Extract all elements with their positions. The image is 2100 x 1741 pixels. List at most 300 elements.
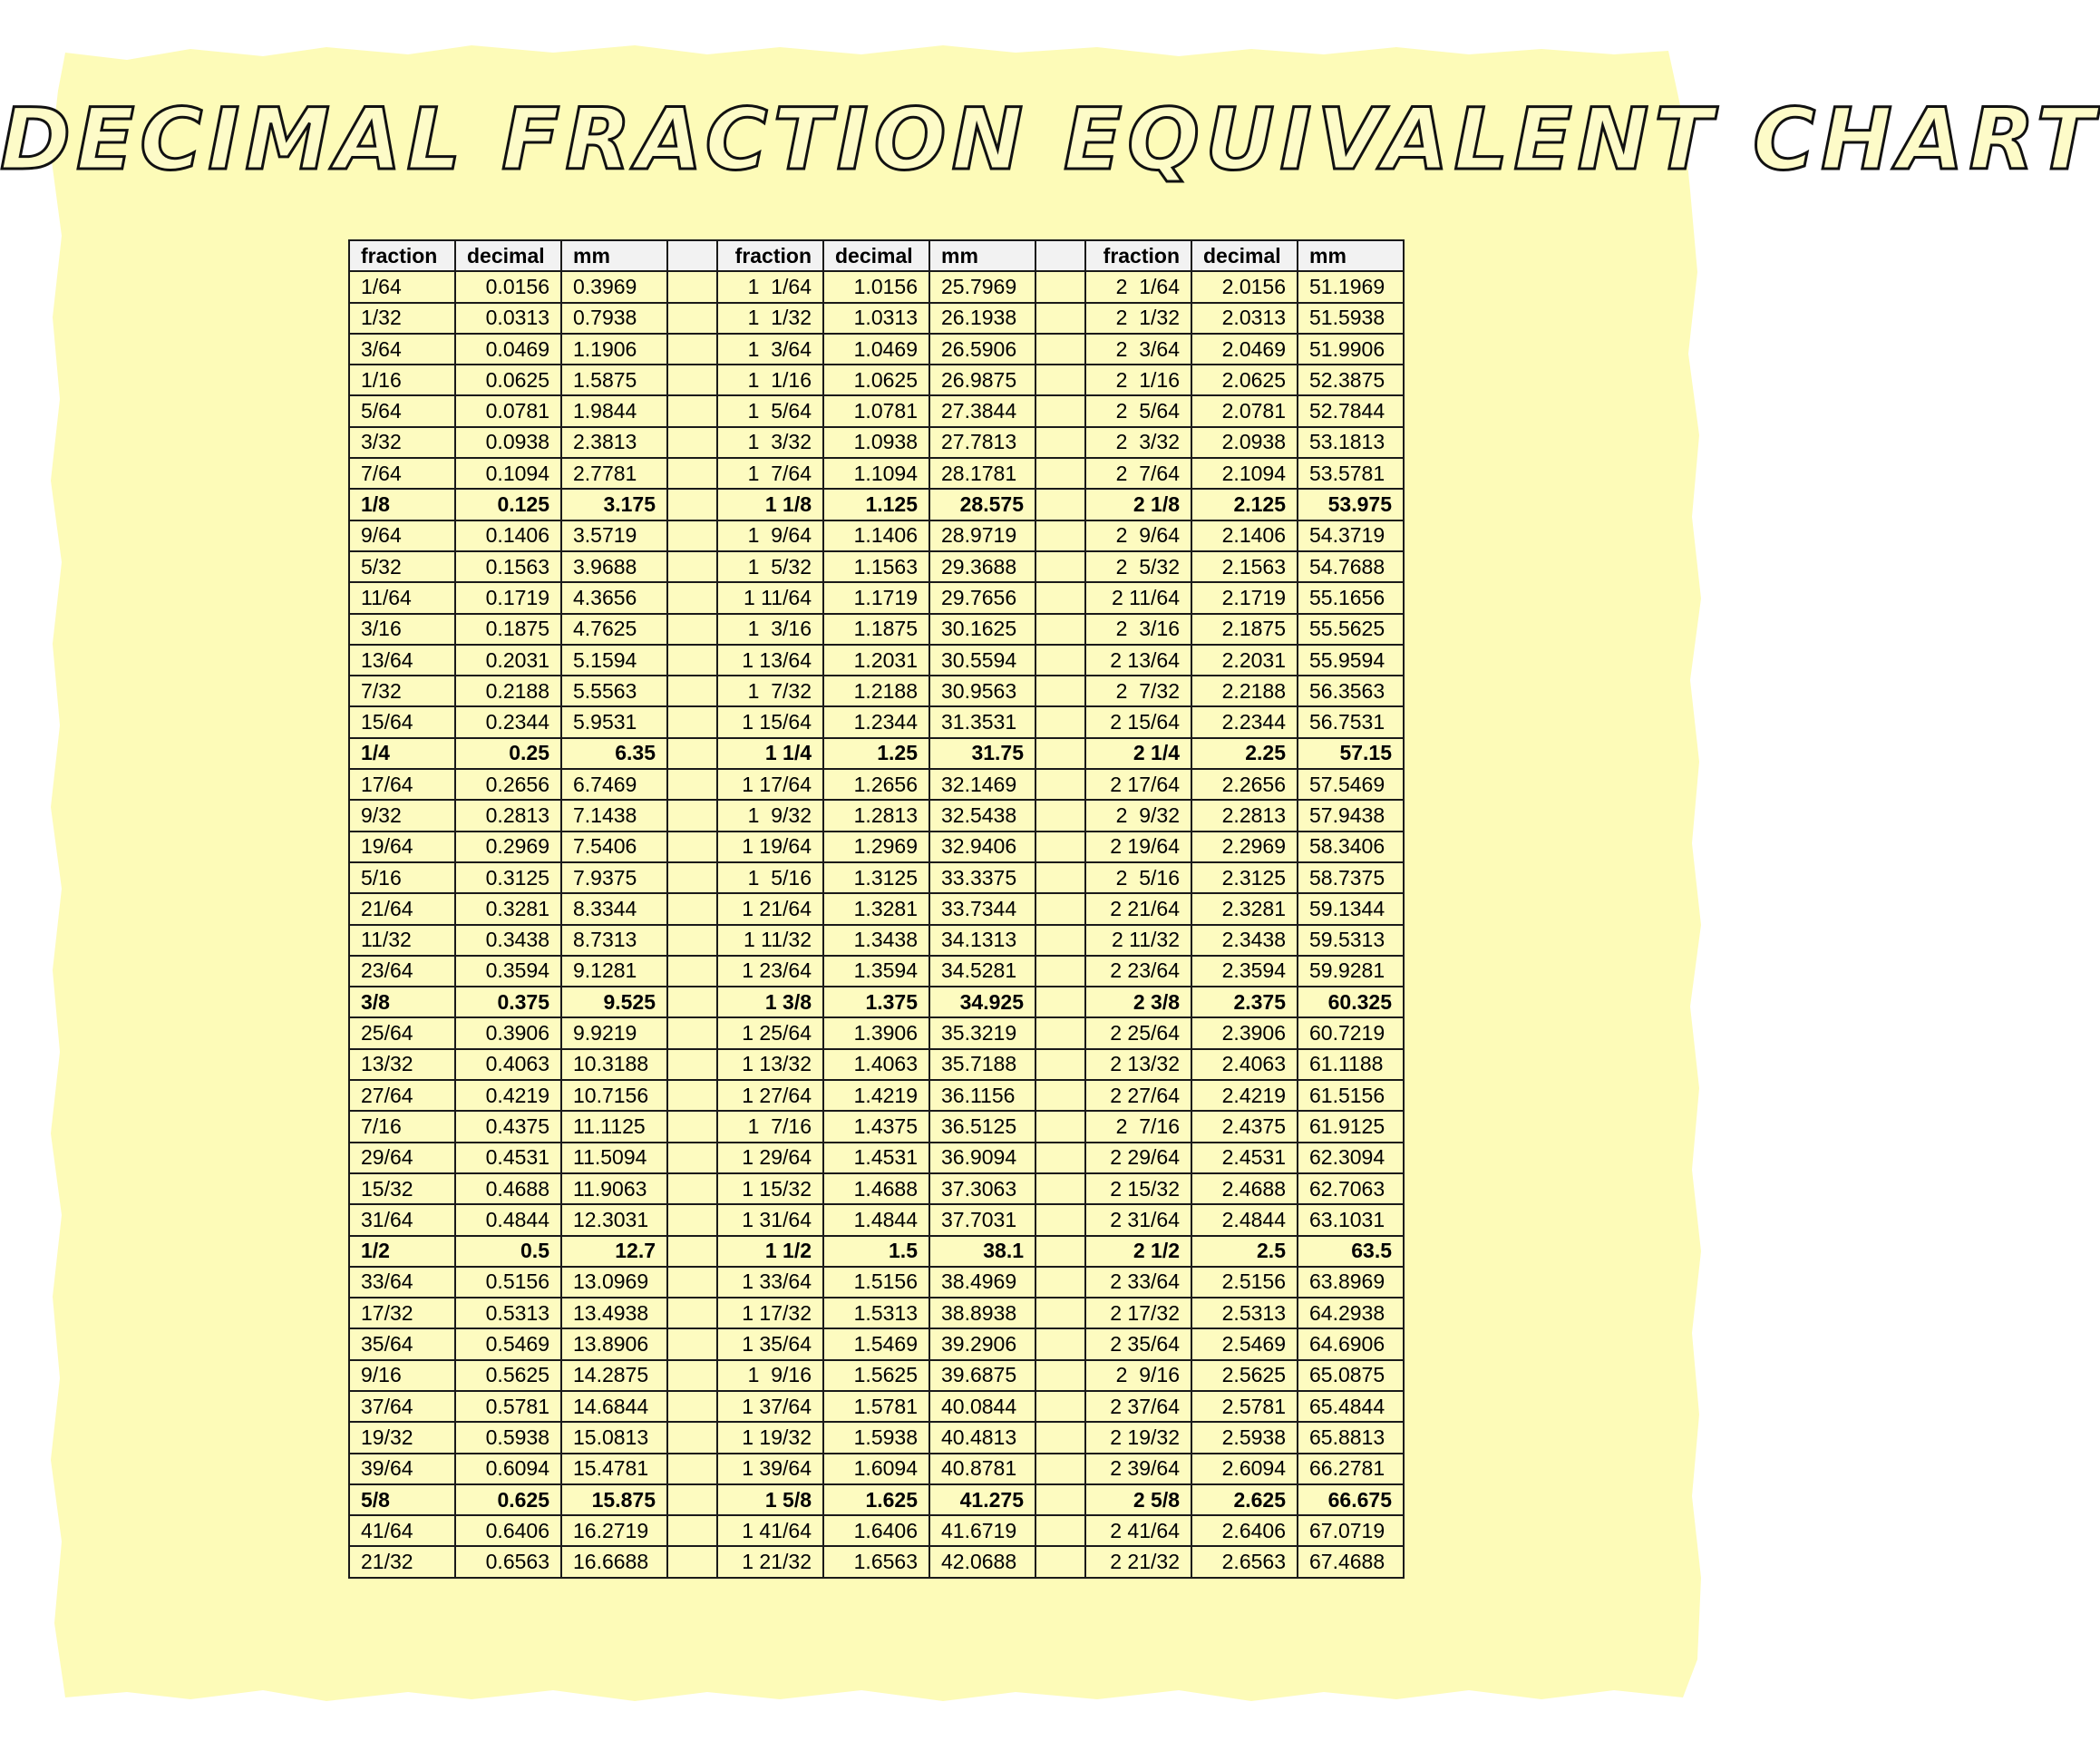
cell-mm: 0.3969	[561, 271, 667, 302]
cell-spacer	[667, 676, 717, 706]
cell-fraction: 37/64	[349, 1391, 455, 1422]
cell-decimal: 1.625	[823, 1484, 929, 1515]
cell-fraction: 2 5/64	[1085, 395, 1191, 426]
header-spacer	[1035, 240, 1085, 271]
cell-decimal: 0.6563	[455, 1546, 561, 1577]
cell-fraction: 1 11/64	[717, 582, 823, 613]
cell-fraction: 1 9/32	[717, 800, 823, 831]
cell-decimal: 2.6094	[1191, 1454, 1298, 1484]
cell-mm: 4.3656	[561, 582, 667, 613]
cell-decimal: 0.1094	[455, 458, 561, 489]
cell-spacer	[1035, 427, 1085, 458]
cell-fraction: 1 3/16	[717, 614, 823, 645]
cell-fraction: 21/32	[349, 1546, 455, 1577]
cell-mm: 34.1313	[929, 925, 1035, 956]
table-header	[349, 240, 1404, 271]
cell-fraction: 2 7/64	[1085, 458, 1191, 489]
cell-fraction: 15/32	[349, 1173, 455, 1204]
cell-fraction: 2 41/64	[1085, 1515, 1191, 1546]
cell-decimal: 1.6094	[823, 1454, 929, 1484]
cell-mm: 31.3531	[929, 706, 1035, 737]
cell-decimal: 2.625	[1191, 1484, 1298, 1515]
table-row	[349, 520, 1404, 551]
cell-spacer	[667, 1049, 717, 1080]
table-row	[349, 1080, 1404, 1111]
cell-mm: 53.5781	[1298, 458, 1404, 489]
cell-decimal: 1.4844	[823, 1204, 929, 1235]
cell-decimal: 1.6406	[823, 1515, 929, 1546]
cell-mm: 29.3688	[929, 551, 1035, 582]
cell-spacer	[1035, 1515, 1085, 1546]
cell-mm: 41.275	[929, 1484, 1035, 1515]
cell-mm: 62.7063	[1298, 1173, 1404, 1204]
cell-fraction: 13/64	[349, 645, 455, 676]
cell-mm: 39.6875	[929, 1360, 1035, 1391]
cell-spacer	[667, 832, 717, 862]
cell-mm: 36.9094	[929, 1143, 1035, 1173]
cell-spacer	[667, 427, 717, 458]
cell-mm: 11.5094	[561, 1143, 667, 1173]
cell-mm: 56.7531	[1298, 706, 1404, 737]
cell-spacer	[667, 1454, 717, 1484]
cell-spacer	[1035, 489, 1085, 520]
cell-mm: 59.9281	[1298, 956, 1404, 987]
cell-fraction: 2 21/32	[1085, 1546, 1191, 1577]
table-row	[349, 551, 1404, 582]
cell-spacer	[1035, 551, 1085, 582]
cell-decimal: 1.1563	[823, 551, 929, 582]
cell-decimal: 0.0469	[455, 334, 561, 365]
cell-fraction: 7/32	[349, 676, 455, 706]
cell-spacer	[1035, 1080, 1085, 1111]
cell-fraction: 2 9/64	[1085, 520, 1191, 551]
cell-decimal: 2.4688	[1191, 1173, 1298, 1204]
table-row	[349, 832, 1404, 862]
cell-spacer	[1035, 271, 1085, 302]
cell-decimal: 0.5938	[455, 1422, 561, 1453]
cell-decimal: 1.5313	[823, 1298, 929, 1328]
table-row	[349, 800, 1404, 831]
cell-decimal: 2.2813	[1191, 800, 1298, 831]
cell-mm: 26.5906	[929, 334, 1035, 365]
cell-spacer	[1035, 1267, 1085, 1298]
cell-fraction: 1 1/64	[717, 271, 823, 302]
cell-fraction: 1 21/64	[717, 893, 823, 924]
cell-fraction: 1 31/64	[717, 1204, 823, 1235]
cell-decimal: 2.3906	[1191, 1017, 1298, 1048]
cell-spacer	[1035, 303, 1085, 334]
table-row	[349, 458, 1404, 489]
cell-spacer	[1035, 800, 1085, 831]
cell-mm: 38.1	[929, 1236, 1035, 1267]
cell-fraction: 5/8	[349, 1484, 455, 1515]
cell-mm: 66.675	[1298, 1484, 1404, 1515]
cell-spacer	[667, 520, 717, 551]
cell-mm: 30.9563	[929, 676, 1035, 706]
cell-mm: 59.1344	[1298, 893, 1404, 924]
cell-mm: 64.2938	[1298, 1298, 1404, 1328]
cell-mm: 62.3094	[1298, 1143, 1404, 1173]
cell-mm: 13.4938	[561, 1298, 667, 1328]
cell-fraction: 1/4	[349, 738, 455, 769]
cell-fraction: 1 1/2	[717, 1236, 823, 1267]
cell-spacer	[1035, 645, 1085, 676]
table-row	[349, 862, 1404, 893]
cell-fraction: 7/16	[349, 1111, 455, 1142]
cell-mm: 9.1281	[561, 956, 667, 987]
cell-mm: 26.9875	[929, 365, 1035, 395]
header-decimal: decimal	[1191, 240, 1298, 271]
cell-mm: 28.1781	[929, 458, 1035, 489]
cell-spacer	[667, 1267, 717, 1298]
table-row	[349, 1017, 1404, 1048]
cell-mm: 51.9906	[1298, 334, 1404, 365]
cell-mm: 6.35	[561, 738, 667, 769]
cell-decimal: 1.5938	[823, 1422, 929, 1453]
conversion-table	[348, 239, 1405, 1579]
cell-spacer	[1035, 1111, 1085, 1142]
cell-spacer	[667, 1391, 717, 1422]
cell-mm: 53.975	[1298, 489, 1404, 520]
cell-spacer	[667, 1111, 717, 1142]
cell-spacer	[1035, 1298, 1085, 1328]
table-row	[349, 365, 1404, 395]
cell-fraction: 1/32	[349, 303, 455, 334]
table-row	[349, 645, 1404, 676]
cell-decimal: 0.6406	[455, 1515, 561, 1546]
cell-fraction: 1 25/64	[717, 1017, 823, 1048]
cell-mm: 8.7313	[561, 925, 667, 956]
cell-fraction: 1 39/64	[717, 1454, 823, 1484]
cell-mm: 26.1938	[929, 303, 1035, 334]
cell-decimal: 2.4219	[1191, 1080, 1298, 1111]
cell-spacer	[667, 1204, 717, 1235]
header-decimal: decimal	[823, 240, 929, 271]
cell-fraction: 2 33/64	[1085, 1267, 1191, 1298]
cell-decimal: 0.3125	[455, 862, 561, 893]
cell-decimal: 0.4531	[455, 1143, 561, 1173]
cell-mm: 61.9125	[1298, 1111, 1404, 1142]
cell-mm: 58.7375	[1298, 862, 1404, 893]
cell-fraction: 2 9/32	[1085, 800, 1191, 831]
cell-fraction: 29/64	[349, 1143, 455, 1173]
cell-fraction: 1 15/64	[717, 706, 823, 737]
cell-decimal: 1.5156	[823, 1267, 929, 1298]
cell-decimal: 2.5	[1191, 1236, 1298, 1267]
cell-mm: 57.15	[1298, 738, 1404, 769]
cell-decimal: 0.2188	[455, 676, 561, 706]
cell-decimal: 2.3594	[1191, 956, 1298, 987]
cell-mm: 65.4844	[1298, 1391, 1404, 1422]
cell-mm: 60.7219	[1298, 1017, 1404, 1048]
table-row	[349, 769, 1404, 800]
cell-fraction: 1 15/32	[717, 1173, 823, 1204]
cell-decimal: 1.25	[823, 738, 929, 769]
cell-mm: 16.2719	[561, 1515, 667, 1546]
cell-decimal: 1.4219	[823, 1080, 929, 1111]
cell-decimal: 2.5469	[1191, 1328, 1298, 1359]
cell-mm: 64.6906	[1298, 1328, 1404, 1359]
cell-fraction: 1 19/32	[717, 1422, 823, 1453]
cell-mm: 5.1594	[561, 645, 667, 676]
cell-mm: 55.9594	[1298, 645, 1404, 676]
header-spacer	[667, 240, 717, 271]
cell-decimal: 2.4375	[1191, 1111, 1298, 1142]
cell-decimal: 2.4844	[1191, 1204, 1298, 1235]
cell-spacer	[667, 551, 717, 582]
table-row	[349, 1328, 1404, 1359]
cell-decimal: 1.0156	[823, 271, 929, 302]
cell-decimal: 0.5469	[455, 1328, 561, 1359]
cell-spacer	[667, 334, 717, 365]
cell-fraction: 2 3/8	[1085, 987, 1191, 1017]
cell-mm: 28.575	[929, 489, 1035, 520]
header-mm: mm	[1298, 240, 1404, 271]
cell-spacer	[1035, 769, 1085, 800]
cell-spacer	[667, 769, 717, 800]
header-row	[349, 240, 1404, 271]
cell-fraction: 2 9/16	[1085, 1360, 1191, 1391]
table-row	[349, 1298, 1404, 1328]
cell-mm: 34.925	[929, 987, 1035, 1017]
table-row	[349, 1454, 1404, 1484]
cell-decimal: 1.5	[823, 1236, 929, 1267]
cell-decimal: 1.4688	[823, 1173, 929, 1204]
cell-mm: 12.3031	[561, 1204, 667, 1235]
cell-decimal: 0.3281	[455, 893, 561, 924]
cell-decimal: 0.1875	[455, 614, 561, 645]
cell-fraction: 1 23/64	[717, 956, 823, 987]
cell-decimal: 0.2969	[455, 832, 561, 862]
cell-mm: 32.9406	[929, 832, 1035, 862]
cell-decimal: 2.6406	[1191, 1515, 1298, 1546]
cell-mm: 36.1156	[929, 1080, 1035, 1111]
cell-fraction: 1 13/32	[717, 1049, 823, 1080]
cell-fraction: 2 1/8	[1085, 489, 1191, 520]
cell-decimal: 0.5	[455, 1236, 561, 1267]
cell-decimal: 1.5781	[823, 1391, 929, 1422]
cell-fraction: 1 9/64	[717, 520, 823, 551]
cell-fraction: 1 37/64	[717, 1391, 823, 1422]
cell-mm: 10.3188	[561, 1049, 667, 1080]
table-row	[349, 1267, 1404, 1298]
cell-mm: 54.3719	[1298, 520, 1404, 551]
cell-fraction: 1/64	[349, 271, 455, 302]
cell-mm: 35.3219	[929, 1017, 1035, 1048]
cell-mm: 34.5281	[929, 956, 1035, 987]
cell-decimal: 0.0156	[455, 271, 561, 302]
cell-decimal: 1.3281	[823, 893, 929, 924]
cell-spacer	[1035, 334, 1085, 365]
cell-fraction: 1 17/64	[717, 769, 823, 800]
cell-mm: 3.9688	[561, 551, 667, 582]
cell-fraction: 1 19/64	[717, 832, 823, 862]
cell-fraction: 3/64	[349, 334, 455, 365]
cell-decimal: 2.2188	[1191, 676, 1298, 706]
cell-fraction: 1 1/4	[717, 738, 823, 769]
cell-decimal: 0.5313	[455, 1298, 561, 1328]
cell-fraction: 1 3/64	[717, 334, 823, 365]
cell-decimal: 0.4375	[455, 1111, 561, 1142]
cell-mm: 63.5	[1298, 1236, 1404, 1267]
cell-fraction: 1 27/64	[717, 1080, 823, 1111]
cell-decimal: 1.4531	[823, 1143, 929, 1173]
cell-mm: 51.1969	[1298, 271, 1404, 302]
cell-decimal: 0.1406	[455, 520, 561, 551]
cell-fraction: 2 7/32	[1085, 676, 1191, 706]
cell-mm: 27.3844	[929, 395, 1035, 426]
cell-mm: 37.7031	[929, 1204, 1035, 1235]
cell-spacer	[667, 1017, 717, 1048]
cell-mm: 37.3063	[929, 1173, 1035, 1204]
cell-mm: 7.1438	[561, 800, 667, 831]
cell-fraction: 1/2	[349, 1236, 455, 1267]
cell-fraction: 2 1/2	[1085, 1236, 1191, 1267]
cell-decimal: 0.3906	[455, 1017, 561, 1048]
cell-fraction: 2 17/64	[1085, 769, 1191, 800]
cell-fraction: 27/64	[349, 1080, 455, 1111]
cell-decimal: 1.2031	[823, 645, 929, 676]
cell-spacer	[1035, 676, 1085, 706]
cell-fraction: 1 7/32	[717, 676, 823, 706]
cell-spacer	[1035, 582, 1085, 613]
header-decimal: decimal	[455, 240, 561, 271]
cell-decimal: 2.3125	[1191, 862, 1298, 893]
table-row	[349, 1173, 1404, 1204]
cell-fraction: 2 17/32	[1085, 1298, 1191, 1328]
cell-decimal: 2.6563	[1191, 1546, 1298, 1577]
cell-fraction: 41/64	[349, 1515, 455, 1546]
cell-mm: 33.7344	[929, 893, 1035, 924]
cell-decimal: 0.3594	[455, 956, 561, 987]
cell-mm: 30.1625	[929, 614, 1035, 645]
cell-mm: 56.3563	[1298, 676, 1404, 706]
cell-fraction: 21/64	[349, 893, 455, 924]
cell-spacer	[1035, 706, 1085, 737]
header-fraction: fraction	[349, 240, 455, 271]
cell-mm: 63.1031	[1298, 1204, 1404, 1235]
cell-spacer	[667, 956, 717, 987]
cell-mm: 7.5406	[561, 832, 667, 862]
cell-decimal: 2.2656	[1191, 769, 1298, 800]
cell-fraction: 2 1/64	[1085, 271, 1191, 302]
table-row	[349, 1204, 1404, 1235]
cell-mm: 40.0844	[929, 1391, 1035, 1422]
cell-mm: 11.1125	[561, 1111, 667, 1142]
cell-mm: 8.3344	[561, 893, 667, 924]
cell-fraction: 2 31/64	[1085, 1204, 1191, 1235]
table-row	[349, 893, 1404, 924]
cell-decimal: 1.2969	[823, 832, 929, 862]
table-row	[349, 1143, 1404, 1173]
cell-fraction: 1 5/16	[717, 862, 823, 893]
cell-fraction: 2 3/64	[1085, 334, 1191, 365]
cell-spacer	[667, 706, 717, 737]
conversion-table-container	[348, 239, 1405, 1579]
cell-fraction: 1 41/64	[717, 1515, 823, 1546]
cell-mm: 57.5469	[1298, 769, 1404, 800]
cell-decimal: 0.375	[455, 987, 561, 1017]
cell-fraction: 5/64	[349, 395, 455, 426]
cell-spacer	[667, 925, 717, 956]
cell-decimal: 1.2813	[823, 800, 929, 831]
cell-fraction: 2 25/64	[1085, 1017, 1191, 1048]
cell-mm: 60.325	[1298, 987, 1404, 1017]
cell-mm: 52.3875	[1298, 365, 1404, 395]
cell-mm: 3.5719	[561, 520, 667, 551]
cell-mm: 5.9531	[561, 706, 667, 737]
cell-spacer	[667, 271, 717, 302]
cell-mm: 32.1469	[929, 769, 1035, 800]
table-row	[349, 582, 1404, 613]
table-row	[349, 271, 1404, 302]
cell-decimal: 0.125	[455, 489, 561, 520]
cell-fraction: 35/64	[349, 1328, 455, 1359]
cell-fraction: 25/64	[349, 1017, 455, 1048]
cell-decimal: 1.5625	[823, 1360, 929, 1391]
cell-fraction: 2 39/64	[1085, 1454, 1191, 1484]
cell-fraction: 2 15/32	[1085, 1173, 1191, 1204]
cell-decimal: 2.0313	[1191, 303, 1298, 334]
cell-mm: 4.7625	[561, 614, 667, 645]
cell-fraction: 13/32	[349, 1049, 455, 1080]
cell-spacer	[667, 1422, 717, 1453]
cell-spacer	[1035, 614, 1085, 645]
cell-mm: 13.8906	[561, 1328, 667, 1359]
cell-fraction: 1/16	[349, 365, 455, 395]
cell-fraction: 7/64	[349, 458, 455, 489]
cell-decimal: 0.2813	[455, 800, 561, 831]
cell-mm: 40.4813	[929, 1422, 1035, 1453]
cell-mm: 15.0813	[561, 1422, 667, 1453]
cell-mm: 6.7469	[561, 769, 667, 800]
cell-fraction: 2 11/64	[1085, 582, 1191, 613]
cell-decimal: 0.0313	[455, 303, 561, 334]
cell-fraction: 19/32	[349, 1422, 455, 1453]
cell-spacer	[1035, 1422, 1085, 1453]
cell-mm: 38.4969	[929, 1267, 1035, 1298]
cell-decimal: 1.3594	[823, 956, 929, 987]
cell-spacer	[667, 1546, 717, 1577]
cell-decimal: 2.5313	[1191, 1298, 1298, 1328]
cell-decimal: 0.4219	[455, 1080, 561, 1111]
cell-mm: 36.5125	[929, 1111, 1035, 1142]
cell-fraction: 1 5/64	[717, 395, 823, 426]
cell-spacer	[1035, 458, 1085, 489]
cell-decimal: 1.375	[823, 987, 929, 1017]
cell-fraction: 2 23/64	[1085, 956, 1191, 987]
cell-decimal: 2.125	[1191, 489, 1298, 520]
cell-decimal: 1.2656	[823, 769, 929, 800]
cell-spacer	[667, 1080, 717, 1111]
cell-fraction: 1 9/16	[717, 1360, 823, 1391]
cell-decimal: 0.2344	[455, 706, 561, 737]
cell-mm: 55.1656	[1298, 582, 1404, 613]
cell-decimal: 0.0938	[455, 427, 561, 458]
table-row	[349, 1360, 1404, 1391]
cell-decimal: 1.1406	[823, 520, 929, 551]
cell-fraction: 2 35/64	[1085, 1328, 1191, 1359]
cell-decimal: 0.6094	[455, 1454, 561, 1484]
cell-spacer	[1035, 395, 1085, 426]
cell-fraction: 3/16	[349, 614, 455, 645]
cell-fraction: 9/32	[349, 800, 455, 831]
cell-spacer	[667, 458, 717, 489]
cell-fraction: 1 29/64	[717, 1143, 823, 1173]
cell-decimal: 0.1563	[455, 551, 561, 582]
cell-mm: 31.75	[929, 738, 1035, 769]
cell-spacer	[1035, 925, 1085, 956]
